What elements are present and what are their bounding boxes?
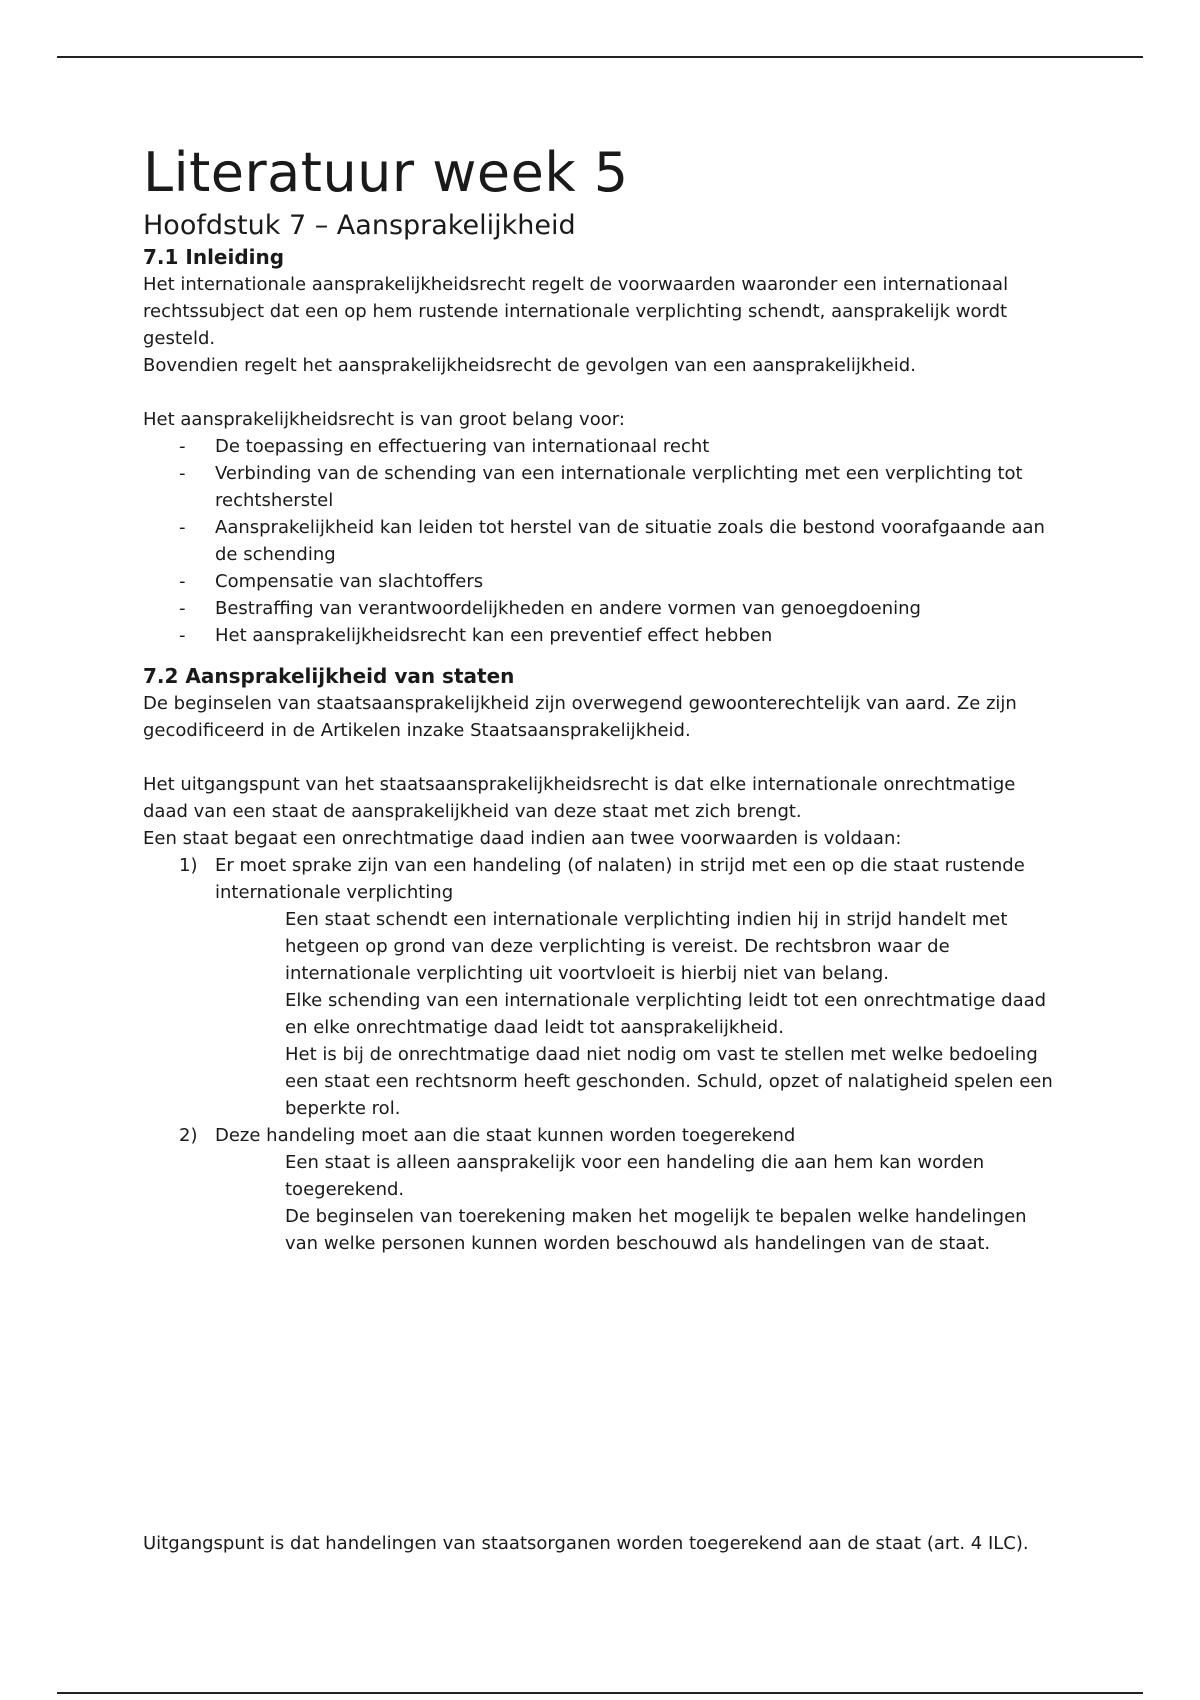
sub-paragraphs [215, 906, 1063, 1122]
paragraph: Bovendien regelt het aansprakelijkheidsrecht de gevolgen van een aansprakelijkheid. [143, 355, 916, 376]
paragraph: Een staat begaat een onrechtmatige daad indien aan twee voorwaarden is voldaan: [143, 828, 902, 849]
paragraph: Een staat is alleen aansprakelijk voor een handeling die aan hem kan worden toegerekend. [285, 1152, 985, 1200]
list-item: - De toepassing en effectuering van internationaal recht [143, 433, 1063, 460]
document-body [143, 140, 1063, 1257]
document-title: Literatuur week 5 [143, 141, 629, 204]
list-marker: 1) [179, 855, 198, 876]
paragraph: Het is bij de onrechtmatige daad niet nodig om vast te stellen met welke bedoeling een staat een rechtsnorm heeft geschonden. Schuld, opzet of nalatigheid spelen een beperkte rol. [285, 1044, 1053, 1119]
paragraph: De beginselen van staatsaansprakelijkheid zijn overwegend gewoonterechtelijk van aard. Ze zijn gecodificeerd in de Artikelen inzake Staatsaansprakelijkheid. [143, 693, 1017, 741]
list-item: - Het aansprakelijkheidsrecht kan een preventief effect hebben [143, 622, 1063, 649]
list-item: - Bestraffing van verantwoordelijkheden en andere vormen van genoegdoening [143, 595, 1063, 622]
chapter-heading: Hoofdstuk 7 – Aansprakelijkheid [143, 210, 576, 241]
list-item: - Compensatie van slachtoffers [143, 568, 1063, 595]
list-item [143, 1122, 1063, 1257]
list-item: - Aansprakelijkheid kan leiden tot herstel van de situatie zoals die bestond voorafgaande aan de schending [143, 514, 1063, 568]
paragraph: Het aansprakelijkheidsrecht is van groot belang voor: [143, 409, 625, 430]
sub-paragraphs [215, 1149, 1063, 1257]
section-heading-7-2: 7.2 Aansprakelijkheid van staten [143, 664, 515, 688]
paragraph: De beginselen van toerekening maken het mogelijk te bepalen welke handelingen van welke personen kunnen worden beschouwd als handelingen van de staat. [285, 1206, 1027, 1254]
paragraph: Het uitgangspunt van het staatsaansprakelijkheidsrecht is dat elke internationale onrechtmatige daad van een staat de aansprakelijkheid van deze staat met zich brengt. [143, 774, 1016, 822]
paragraph: Uitgangspunt is dat handelingen van staatsorganen worden toegerekend aan de staat (art. 4 ILC). [143, 1533, 1029, 1554]
bullet-list [143, 433, 1063, 649]
list-item: - Verbinding van de schending van een internationale verplichting met een verplichting tot rechtsherstel [143, 460, 1063, 514]
numbered-list [143, 852, 1063, 1257]
paragraph: Elke schending van een internationale verplichting leidt tot een onrechtmatige daad en elke onrechtmatige daad leidt tot aansprakelijkheid. [285, 990, 1047, 1038]
list-item-text: Deze handeling moet aan die staat kunnen worden toegerekend [215, 1125, 796, 1146]
paragraph: Een staat schendt een internationale verplichting indien hij in strijd handelt met hetgeen op grond van deze verplichting is vereist. De rechtsbron waar de internationale verplichting uit voortvloeit is hierbij niet van belang. [285, 909, 1008, 984]
list-item [143, 852, 1063, 1122]
paragraph: Het internationale aansprakelijkheidsrecht regelt de voorwaarden waaronder een internationaal rechtssubject dat een op hem rustende internationale verplichting schendt, aansprakelijk wordt gesteld. [143, 274, 1009, 349]
section-heading-7-1: 7.1 Inleiding [143, 245, 285, 269]
list-marker: 2) [179, 1125, 198, 1146]
bottom-rule [57, 1692, 1143, 1694]
list-item-text: Er moet sprake zijn van een handeling (of nalaten) in strijd met een op die staat rustende internationale verplichting [215, 855, 1025, 903]
top-rule [57, 56, 1143, 58]
